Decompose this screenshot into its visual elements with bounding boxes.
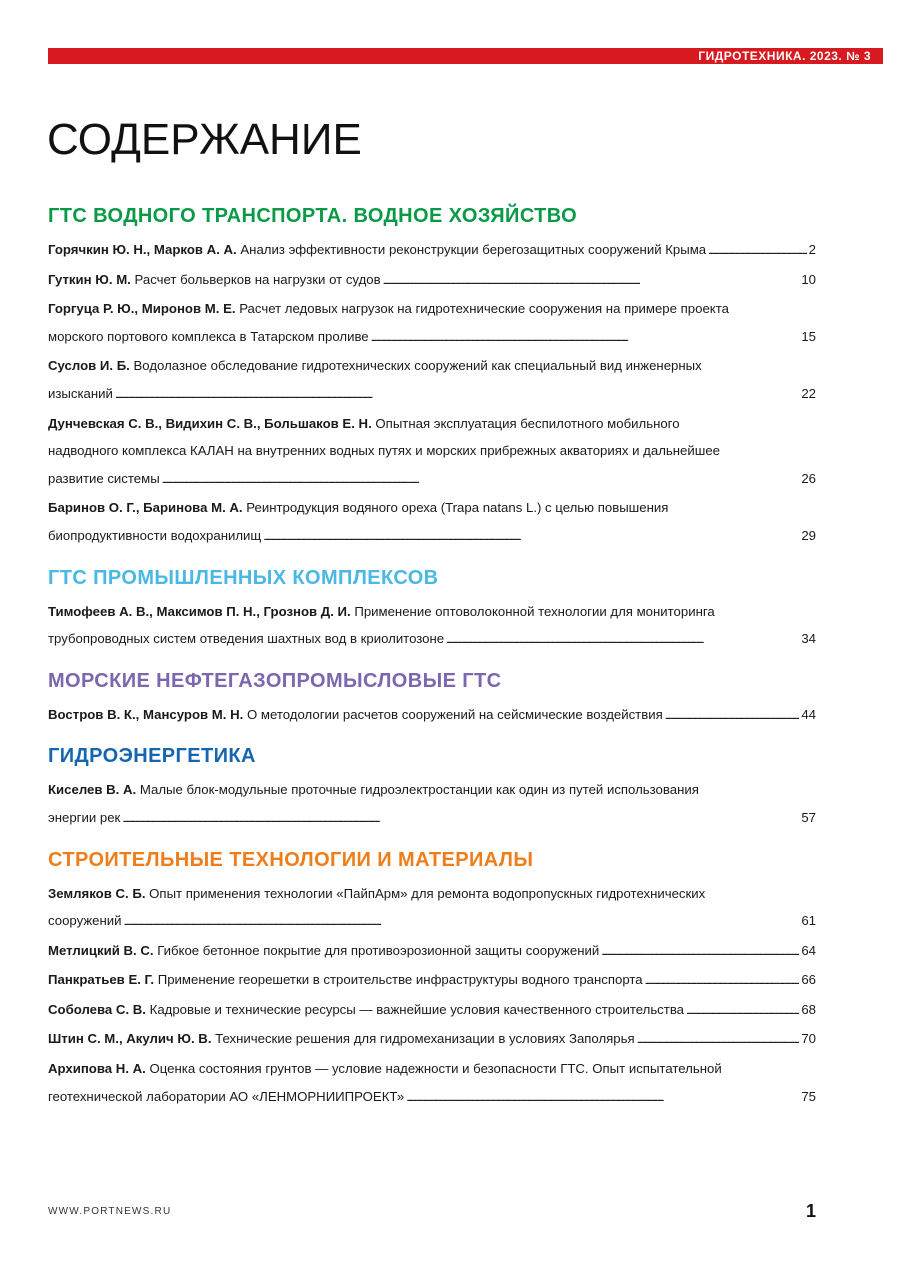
- entry-title-text: энергии рек: [48, 809, 121, 825]
- leader-dots: [446, 625, 799, 655]
- leader-dots: [263, 522, 799, 552]
- leader-dots: [383, 266, 800, 296]
- entry-page-number: 64: [801, 942, 816, 958]
- toc-entry[interactable]: [48, 598, 816, 655]
- page-title: СОДЕРЖАНИЕ: [47, 115, 362, 164]
- leader-dots: [122, 804, 799, 834]
- toc-entry[interactable]: [48, 701, 816, 731]
- entry-authors: Метлицкий В. С.: [48, 942, 154, 958]
- section-heading: ГТС ВОДНОГО ТРАНСПОРТА. ВОДНОЕ ХОЗЯЙСТВО: [48, 205, 578, 227]
- toc-entry[interactable]: [48, 236, 816, 266]
- entry-last-line: [48, 465, 816, 495]
- entry-authors: Востров В. К., Мансуров М. Н.: [48, 706, 244, 722]
- entry-line-text: [48, 416, 680, 431]
- toc-entry[interactable]: [48, 1055, 816, 1112]
- toc-entry[interactable]: [48, 1025, 816, 1055]
- toc-section: [48, 736, 816, 833]
- entry-title-text: изысканий: [48, 385, 113, 401]
- entry-last-line: [48, 266, 816, 296]
- journal-issue-label: ГИДРОТЕХНИКА. 2023. № 3: [698, 49, 871, 63]
- toc-section: [48, 840, 816, 1113]
- entry-title-text: трубопроводных систем отведения шахтных вод в криолитозоне: [48, 631, 445, 647]
- entry-page-number: 44: [801, 706, 816, 722]
- entry-line-text: [48, 625, 444, 653]
- entry-authors: Суслов И. Б.: [48, 358, 130, 374]
- entry-last-line: [48, 323, 816, 353]
- section-heading: ГИДРОЭНЕРГЕТИКА: [48, 745, 256, 768]
- entry-last-line: [48, 701, 816, 731]
- entry-title-text: развитие системы: [48, 470, 160, 486]
- entry-line-text: [48, 701, 663, 729]
- entry-last-line: [48, 625, 816, 655]
- entry-title-text: О методологии расчетов сооружений на сейсмические воздействия: [246, 706, 663, 722]
- entry-title-text: Анализ эффективности реконструкции берегозащитных сооружений Крыма: [240, 242, 707, 257]
- section-heading: СТРОИТЕЛЬНЫЕ ТЕХНОЛОГИИ И МАТЕРИАЛЫ: [48, 848, 534, 871]
- entry-last-line: [48, 1083, 816, 1113]
- entry-page-number: 61: [801, 913, 816, 929]
- entry-authors: Штин С. М., Акулич Ю. В.: [48, 1031, 212, 1047]
- entry-line: [48, 598, 816, 626]
- entry-line-text: [48, 443, 720, 458]
- entry-title-text: Опытная эксплуатация беспилотного мобильного: [375, 415, 680, 431]
- leader-dots: [371, 323, 800, 353]
- entry-last-line: [48, 907, 816, 937]
- leader-dots: [406, 1083, 799, 1113]
- entry-page-number: 70: [801, 1031, 816, 1047]
- entry-page-number: 75: [801, 1088, 816, 1104]
- entry-title-text: Расчет ледовых нагрузок на гидротехнические сооружения на примере проекта: [239, 301, 729, 317]
- entry-line: [48, 295, 816, 323]
- entry-line: [48, 352, 816, 380]
- entry-line-text: [48, 1083, 404, 1111]
- entry-page-number: 66: [801, 972, 816, 988]
- entry-page-number: 34: [801, 631, 816, 647]
- entry-page-number: 29: [801, 527, 816, 543]
- toc-entry[interactable]: [48, 996, 816, 1026]
- entry-line: [48, 880, 816, 908]
- leader-dots: [665, 701, 800, 731]
- toc-entry[interactable]: [48, 937, 816, 967]
- journal-header-bar: [48, 48, 883, 64]
- entry-authors: Баринов О. Г., Баринова М. А.: [48, 500, 243, 516]
- entry-line-text: [48, 358, 702, 373]
- entry-title-text: Опыт применения технологии «ПайпАрм» для ремонта водопропускных гидротехнических: [149, 885, 706, 901]
- entry-line: [48, 437, 816, 465]
- entry-last-line: [48, 236, 816, 266]
- leader-dots: [162, 465, 800, 495]
- entry-title-text: Применение георешетки в строительстве инфраструктуры водного транспорта: [157, 972, 643, 988]
- toc-entry[interactable]: [48, 494, 816, 551]
- section-heading: МОРСКИЕ НЕФТЕГАЗОПРОМЫСЛОВЫЕ ГТС: [48, 669, 502, 692]
- entry-page-number: 68: [801, 1001, 816, 1017]
- entry-line-text: [48, 804, 120, 832]
- entry-page-number: 15: [801, 328, 816, 344]
- leader-dots: [601, 937, 799, 967]
- entry-line-text: [48, 1061, 722, 1076]
- entry-page-number: 57: [801, 809, 816, 825]
- entry-authors: Земляков С. Б.: [48, 885, 146, 901]
- section-heading: ГТС ПРОМЫШЛЕННЫХ КОМПЛЕКСОВ: [48, 566, 439, 589]
- entry-line-text: [48, 323, 369, 351]
- entry-authors: Горячкин Ю. Н., Марков А. А.: [48, 242, 237, 257]
- entry-line: [48, 776, 816, 804]
- entry-title-text: биопродуктивности водохранилищ: [48, 527, 262, 543]
- toc-entry[interactable]: [48, 266, 816, 296]
- entry-authors: Тимофеев А. В., Максимов П. Н., Грознов Д. И.: [48, 603, 351, 619]
- entry-title-text: Применение оптоволоконной технологии для мониторинга: [354, 603, 715, 619]
- entry-title-text: Малые блок-модульные проточные гидроэлектростанции как один из путей использования: [139, 782, 699, 798]
- page-number: 1: [806, 1201, 817, 1221]
- toc-entry[interactable]: [48, 410, 816, 495]
- entry-authors: Киселев В. А.: [48, 782, 137, 798]
- entry-last-line: [48, 1025, 816, 1055]
- entry-authors: Соболева С. В.: [48, 1001, 146, 1017]
- entry-line-text: [48, 937, 599, 965]
- entry-title-text: морского портового комплекса в Татарском проливе: [48, 328, 369, 344]
- entry-page-number: 2: [808, 242, 816, 257]
- entry-title-text: надводного комплекса КАЛАН на внутренних водных путях и морских прибрежных акваториях и дальнейшее: [48, 443, 720, 459]
- entry-line-text: [48, 966, 643, 994]
- entry-title-text: Гибкое бетонное покрытие для противоэрозионной защиты сооружений: [157, 942, 600, 958]
- entry-line-text: [48, 465, 160, 493]
- toc-entry[interactable]: [48, 295, 816, 352]
- entry-title-text: Технические решения для гидромеханизации в условиях Заполярья: [215, 1031, 635, 1047]
- section-heading-wrap: [48, 736, 816, 776]
- entry-line: [48, 1055, 816, 1083]
- entry-line-text: [48, 996, 684, 1024]
- table-of-contents: [48, 196, 816, 1118]
- section-heading-wrap: [48, 840, 816, 880]
- toc-section: [48, 558, 816, 655]
- entry-title-text: Реинтродукция водяного ореха (Trapa natans L.) с целью повышения: [246, 500, 669, 516]
- entry-line: [48, 494, 816, 522]
- section-heading-wrap: [48, 558, 816, 598]
- section-heading-wrap: [48, 661, 816, 701]
- entry-last-line: [48, 804, 816, 834]
- entry-title-text: Расчет больверков на нагрузки от судов: [134, 271, 381, 287]
- toc-entry[interactable]: [48, 880, 816, 937]
- entry-last-line: [48, 522, 816, 552]
- section-heading-wrap: [48, 196, 816, 236]
- entry-authors: Гуткин Ю. М.: [48, 271, 131, 287]
- entry-last-line: [48, 966, 816, 996]
- entry-line-text: [48, 1025, 635, 1053]
- entry-last-line: [48, 380, 816, 410]
- entry-line-text: [48, 266, 381, 294]
- entry-last-line: [48, 937, 816, 967]
- entry-line-text: [48, 604, 715, 619]
- leader-dots: [115, 380, 799, 410]
- toc-entry[interactable]: [48, 776, 816, 833]
- entry-title-text: Водолазное обследование гидротехнических сооружений как специальный вид инженерных: [133, 358, 702, 374]
- entry-authors: Дунчевская С. В., Видихин С. В., Большаков Е. Н.: [48, 415, 372, 431]
- entry-title-text: сооружений: [48, 913, 122, 929]
- entry-line-text: [48, 236, 706, 264]
- entry-line-text: [48, 907, 122, 935]
- entry-title-text: Кадровые и технические ресурсы — важнейшие условия качественного строительства: [149, 1001, 685, 1017]
- entry-title-text: геотехнической лаборатории АО «ЛЕНМОРНИИПРОЕКТ»: [48, 1088, 405, 1104]
- entry-authors: Архипова Н. А.: [48, 1061, 146, 1077]
- entry-line-text: [48, 500, 668, 515]
- leader-dots: [686, 996, 799, 1026]
- entry-line-text: [48, 380, 113, 408]
- footer-url[interactable]: WWW.PORTNEWS.RU: [48, 1206, 172, 1217]
- entry-line-text: [48, 522, 261, 550]
- leader-dots: [708, 236, 807, 266]
- leader-dots: [637, 1025, 800, 1055]
- toc-section: [48, 196, 816, 552]
- toc-entry[interactable]: [48, 966, 816, 996]
- leader-dots: [124, 907, 800, 937]
- entry-line-text: [48, 782, 699, 797]
- entry-page-number: 10: [801, 271, 816, 287]
- entry-page-number: 22: [801, 385, 816, 401]
- entry-last-line: [48, 996, 816, 1026]
- entry-line: [48, 410, 816, 438]
- toc-entry[interactable]: [48, 352, 816, 409]
- entry-line-text: [48, 301, 729, 316]
- entry-line-text: [48, 886, 705, 901]
- leader-dots: [645, 966, 800, 996]
- entry-authors: Панкратьев Е. Г.: [48, 972, 155, 988]
- entry-page-number: 26: [801, 470, 816, 486]
- entry-authors: Горгуца Р. Ю., Миронов М. Е.: [48, 301, 236, 317]
- toc-section: [48, 661, 816, 731]
- entry-title-text: Оценка состояния грунтов — условие надежности и безопасности ГТС. Опыт испытательной: [149, 1061, 722, 1077]
